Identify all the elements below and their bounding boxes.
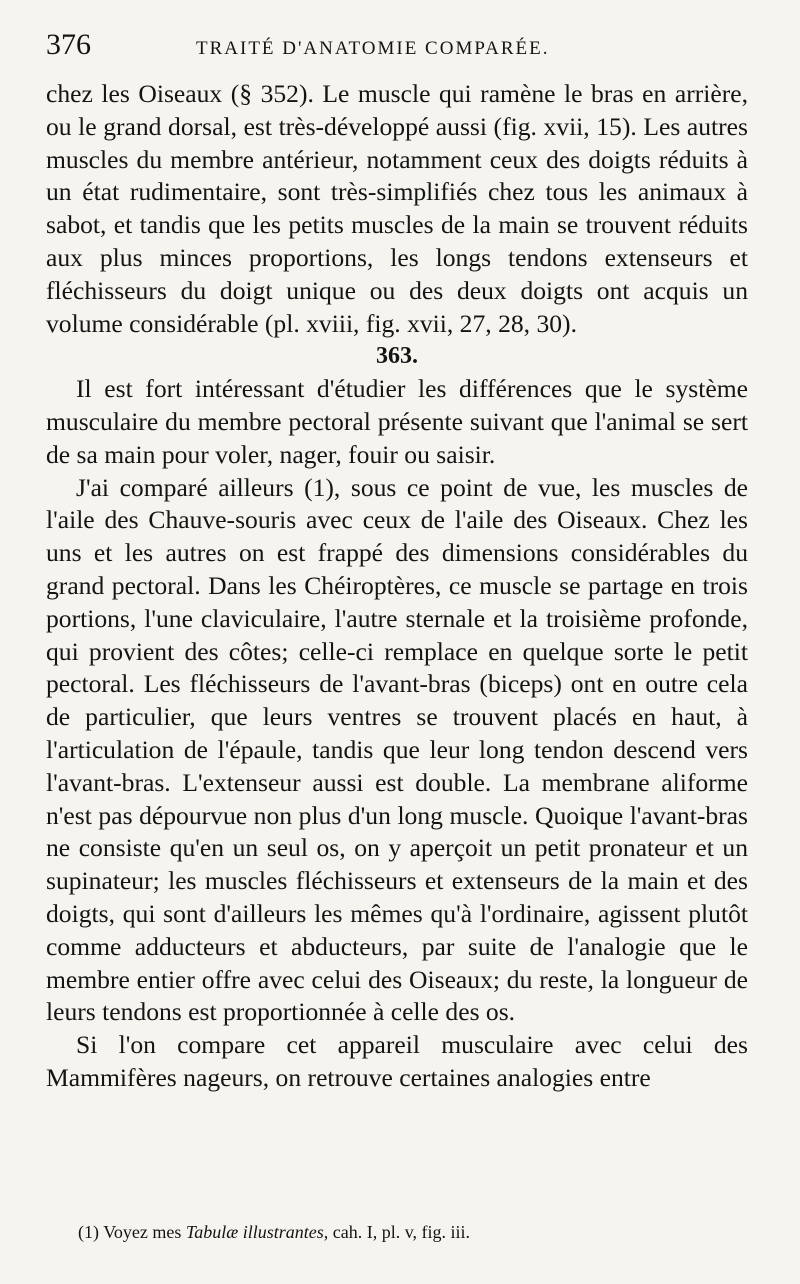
running-title: TRAITÉ D'ANATOMIE COMPARÉE. (196, 38, 550, 59)
footnote-title: Tabulæ illustrantes (185, 1222, 324, 1242)
paragraph-2: Il est fort intéressant d'étudier les différences que le système musculaire du membre pectoral présente suivant que l'animal se sert de sa main pour voler, nager, fouir ou saisir. (46, 374, 748, 469)
paragraph-1: chez les Oiseaux (§ 352). Le muscle qui ramène le bras en arrière, ou le grand dorsal, est très-développé aussi (fig. xvii, 15). Les autres muscles du membre antérieur, notamment ceux des doigts réduits à un état rudimentaire, sont très-simplifiés chez tous les animaux à sabot, et tandis que les petits muscles de la main se trouvent réduits aux plus minces proportions, les longs tendons extenseurs et fléchisseurs du doigt unique ou des deux doigts ont acquis un volume considérable (pl. xviii, fig. xvii, 27, 28, 30). (46, 79, 748, 338)
footnote-text-after: , cah. I, pl. v, fig. iii. (323, 1222, 471, 1242)
paragraph-3: J'ai comparé ailleurs (1), sous ce point de vue, les muscles de l'aile des Chauve-souris avec ceux de l'aile des Oiseaux. Chez les uns et les autres on est frappé des dimensions considérables du grand pectoral. Dans les Chéiroptères, ce muscle se partage en trois portions, l'une claviculaire, l'autre sternale et la troisième profonde, qui provient des côtes; celle-ci remplace en quelque sorte le petit pectoral. Les fléchisseurs de l'avant-bras (biceps) ont en outre cela de particulier, que leurs ventres se trouvent placés en haut, à l'articulation de l'épaule, tandis que leur long tendon descend vers l'avant-bras. L'extenseur aussi est double. La membrane aliforme n'est pas dépourvue non plus d'un long muscle. Quoique l'avant-bras ne consiste qu'en un seul os, on y aperçoit un petit pronateur et un supinateur; les muscles fléchisseurs et extenseurs de la main et des doigts, qui sont d'ailleurs les mêmes qu'à l'ordinaire, agissent plutôt comme adducteurs et abducteurs, par suite de l'analogie que le membre entier offre avec celui des Oiseaux; du reste, la longueur de leurs tendons est proportionnée à celle des os. (46, 472, 748, 1027)
body-text (46, 78, 748, 1095)
section-number: 363. (376, 343, 418, 370)
paragraph-4: Si l'on compare cet appareil musculaire avec celui des Mammifères nageurs, on retrouve certaines analogies entre (46, 1030, 748, 1092)
footnote-text-before: Voyez mes (103, 1222, 182, 1242)
footnote (78, 1222, 470, 1243)
footnote-marker: (1) (78, 1222, 99, 1242)
page-number: 376 (46, 28, 91, 61)
page-header (46, 28, 748, 78)
